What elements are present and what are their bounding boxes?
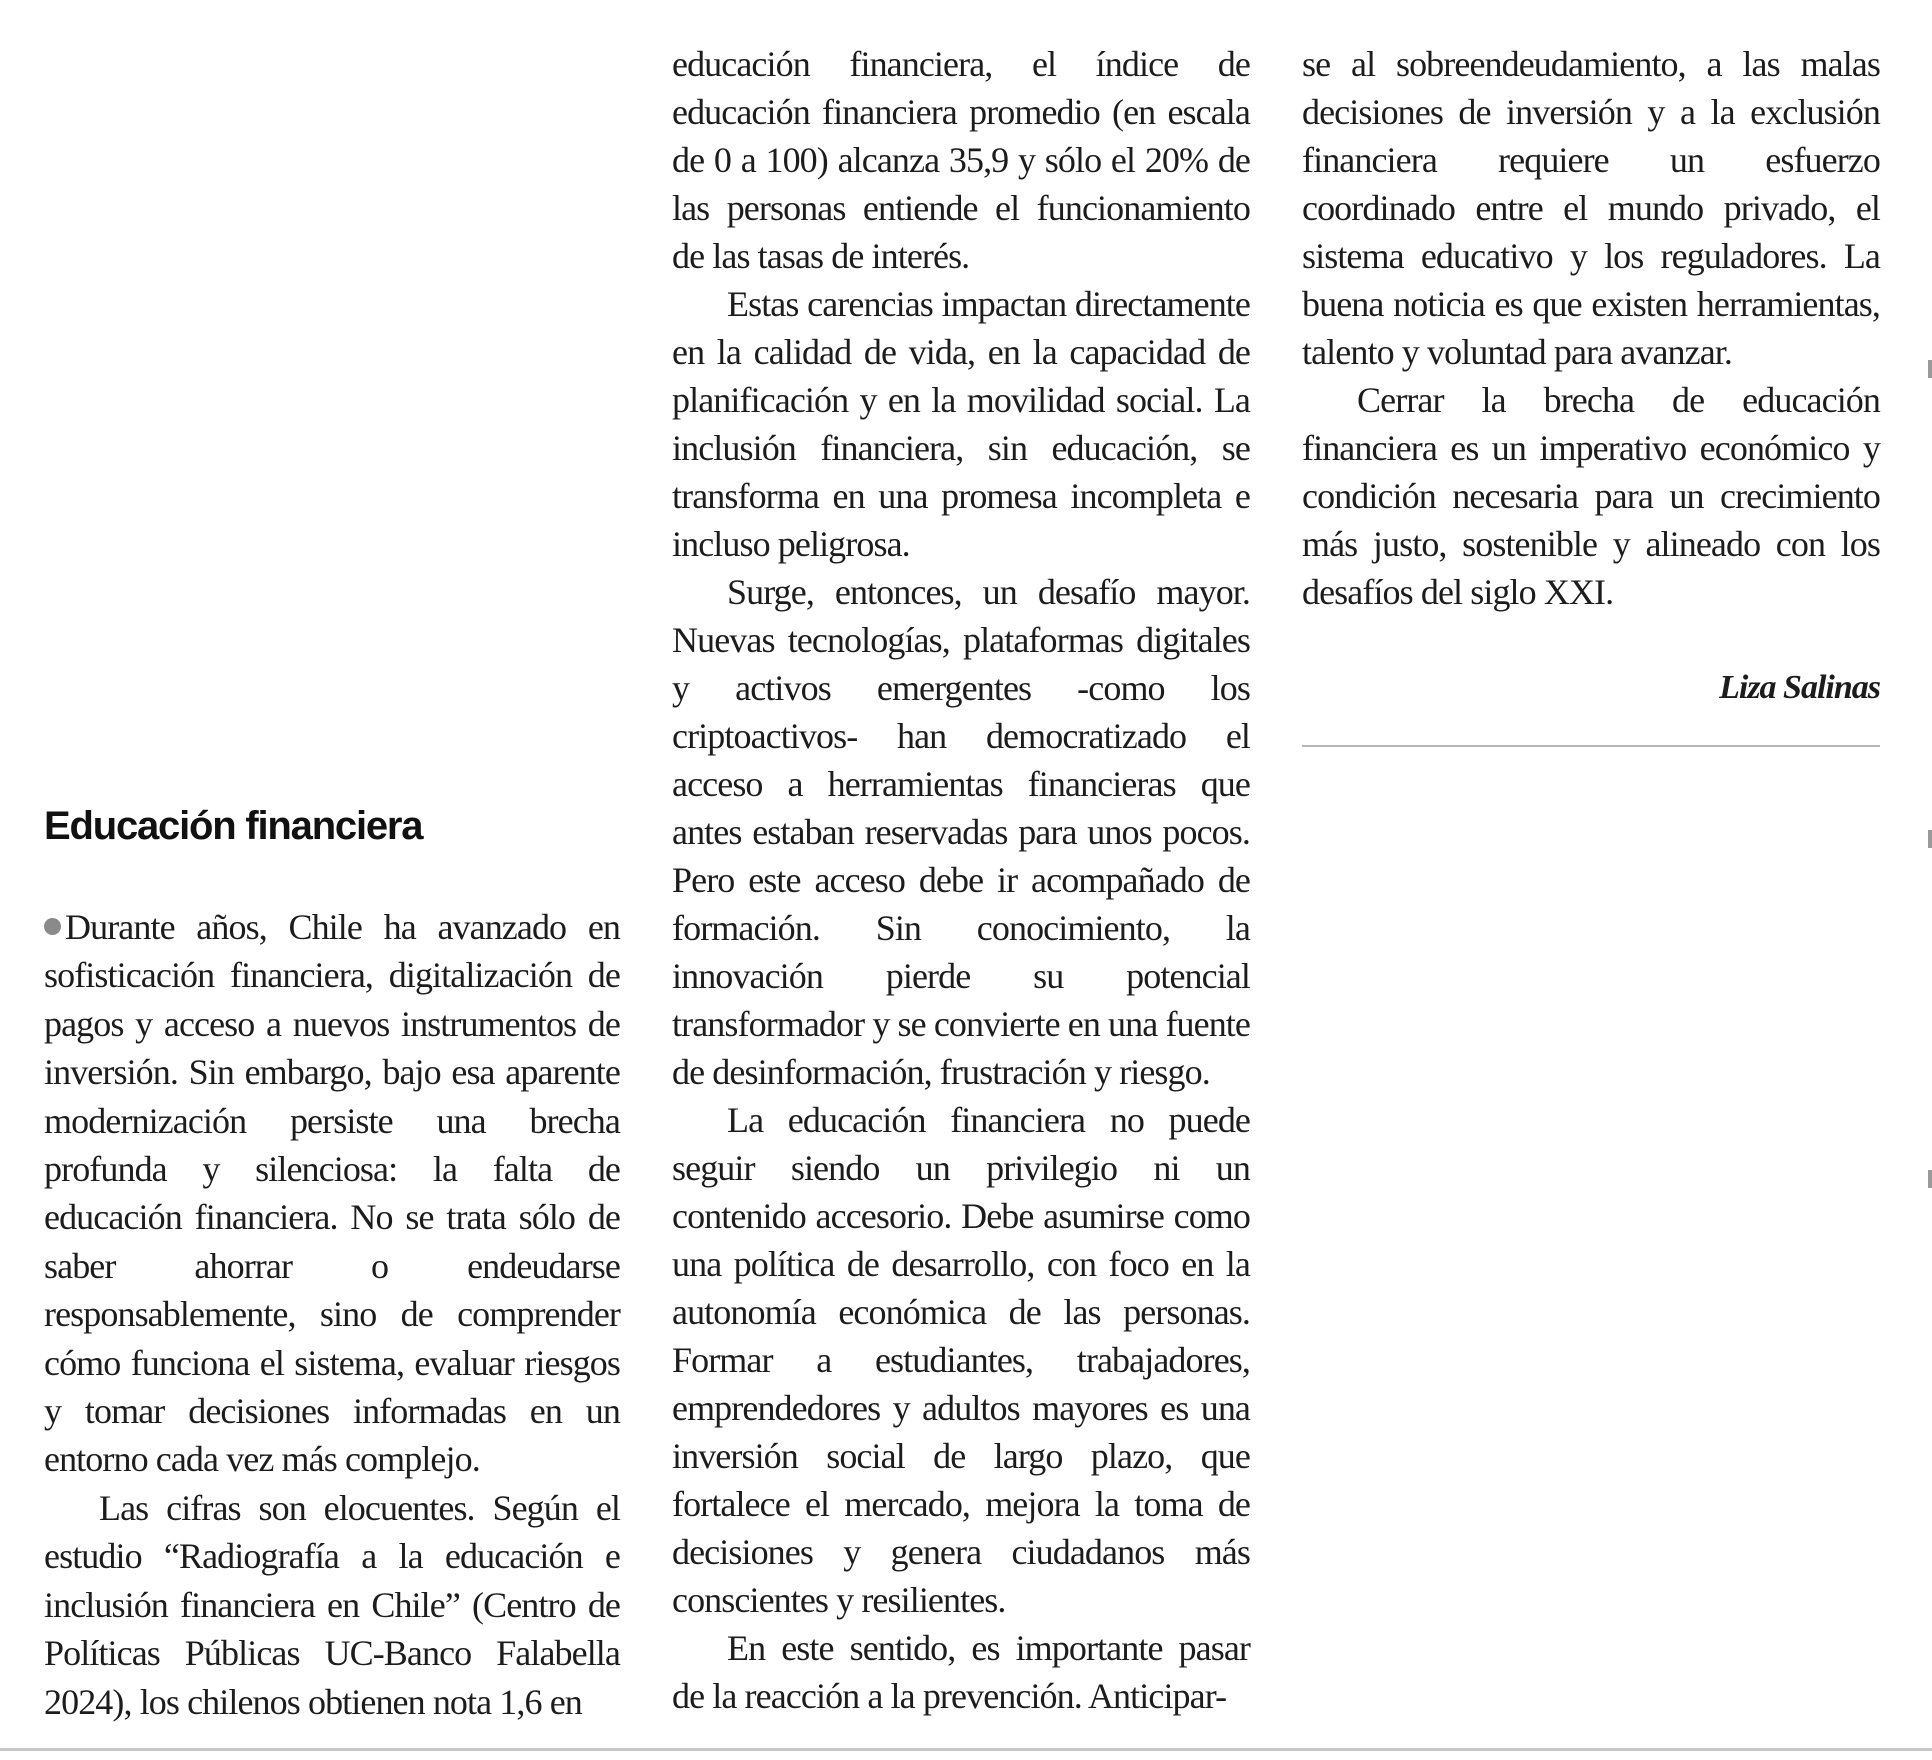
edge-mark <box>1928 360 1932 378</box>
article-headline: Educación financiera <box>44 804 423 848</box>
edge-mark <box>1928 830 1932 848</box>
paragraph: Surge, entonces, un desafío mayor. Nuevas tecnologías, plataformas digitales y activos emergentes -como los criptoactivos- han democratizado el acceso a herramientas financieras que antes estaban reservadas para unos pocos. Pero este acceso debe ir acompañado de formación. Sin conocimiento, la innovación pierde su potencial transformador y se convierte en una fuente de desinformación, frustración y riesgo. <box>672 572 1250 1092</box>
paragraph: Estas carencias impactan directamente en la calidad de vida, en la capacidad de planificación y en la movilidad social. La inclusión financiera, sin educación, se transforma en una promesa incompleta e incluso peligrosa. <box>672 284 1250 564</box>
signature-divider <box>1302 745 1880 747</box>
paragraph <box>44 903 620 1484</box>
page-bottom-divider <box>0 1748 1932 1751</box>
column-1 <box>44 903 620 1726</box>
author-signature: Liza Salinas <box>1719 669 1880 706</box>
paragraph: educación financiera, el índice de educación financiera promedio (en escala de 0 a 100) alcanza 35,9 y sólo el 20% de las personas entiende el funcionamiento de las tasas de interés. <box>672 44 1250 276</box>
edge-mark <box>1928 1170 1932 1188</box>
column-2 <box>672 40 1250 1720</box>
paragraph-text: Durante años, Chile ha avanzado en sofisticación financiera, digitalización de pagos y acceso a nuevos instrumentos de inversión. Sin embargo, bajo esa aparente modernización persiste una brecha profunda y silenciosa: la falta de educación financiera. No se trata sólo de saber ahorrar o endeudarse responsablemente, sino de comprender cómo funciona el sistema, evaluar riesgos y tomar decisiones informadas en un entorno cada vez más complejo. <box>44 907 620 1480</box>
paragraph: Las cifras son elocuentes. Según el estudio “Radiografía a la educación e inclusión financiera en Chile” (Centro de Políticas Públicas UC-Banco Falabella 2024), los chilenos obtienen nota 1,6 en <box>44 1487 620 1722</box>
paragraph: Cerrar la brecha de educación financiera es un imperativo económico y condición necesaria para un crecimiento más justo, sostenible y alineado con los desafíos del siglo XXI. <box>1302 380 1880 612</box>
paragraph: En este sentido, es importante pasar de la reacción a la prevención. Anticipar- <box>672 1628 1250 1716</box>
bullet-icon <box>44 918 61 935</box>
paragraph: se al sobreendeudamiento, a las malas decisiones de inversión y a la exclusión financiera requiere un esfuerzo coordinado entre el mundo privado, el sistema educativo y los reguladores. La buena noticia es que existen herramientas, talento y voluntad para avanzar. <box>1302 44 1880 372</box>
paragraph: La educación financiera no puede seguir siendo un privilegio ni un contenido accesorio. Debe asumirse como una política de desarrollo, con foco en la autonomía económica de las personas. Formar a estudiantes, trabajadores, emprendedores y adultos mayores es una inversión social de largo plazo, que fortalece el mercado, mejora la toma de decisiones y genera ciudadanos más conscientes y resilientes. <box>672 1100 1250 1620</box>
column-3 <box>1302 40 1880 616</box>
